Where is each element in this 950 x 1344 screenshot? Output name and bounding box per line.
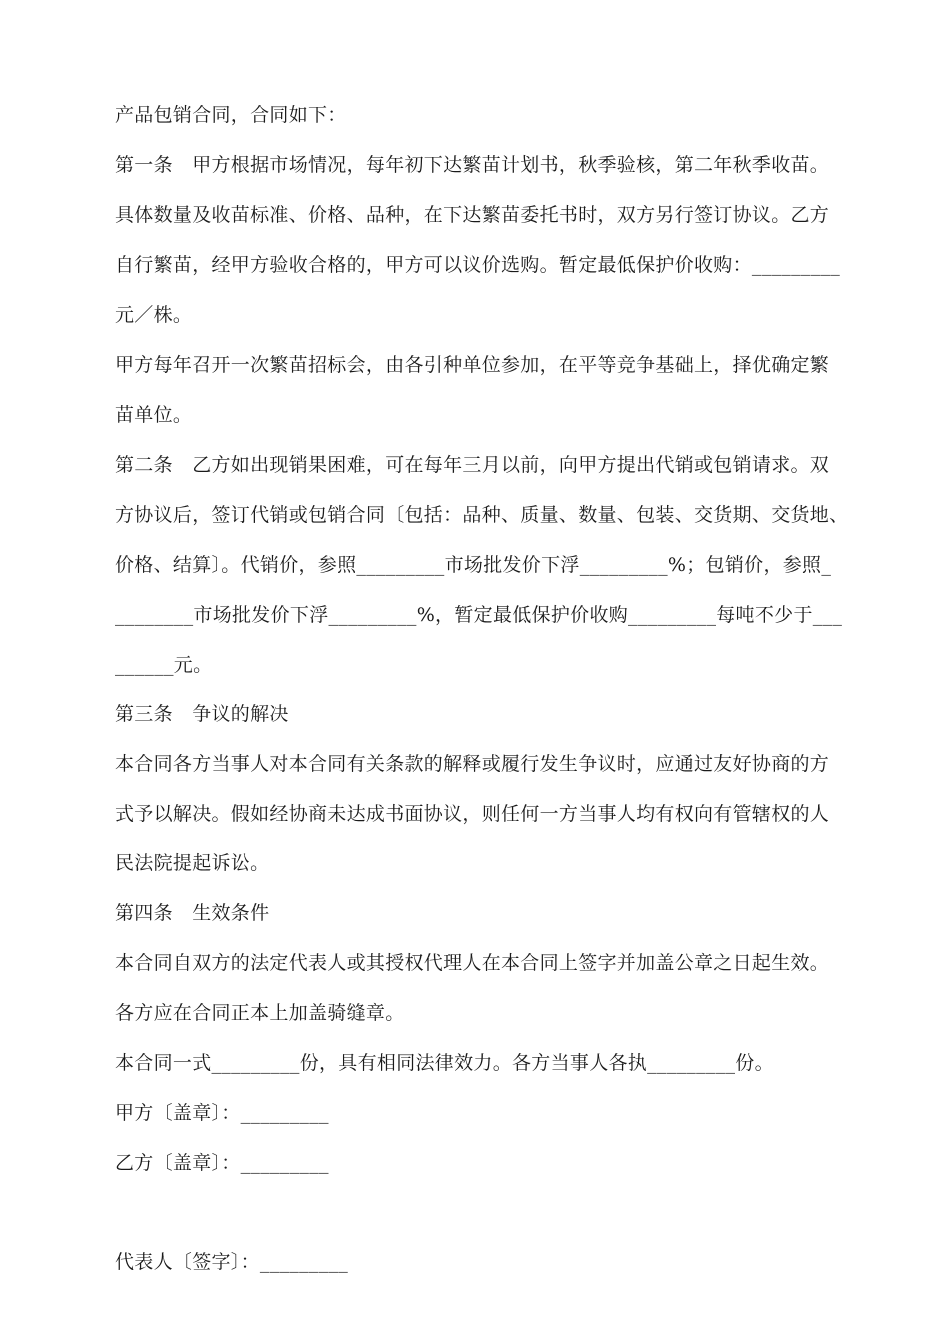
- article-3-line-3: 民法院提起诉讼。: [115, 852, 270, 874]
- contract-intro-line: 产品包销合同，合同如下：: [115, 104, 347, 126]
- article-1-line-2: 具体数量及收苗标准、价格、品种，在下达繁苗委托书时，双方另行签订协议。乙方: [115, 204, 830, 226]
- party-a-seal-line: 甲方〔盖章〕：_________: [115, 1102, 329, 1124]
- article-3-line-2: 式予以解决。假如经协商未达成书面协议，则任何一方当事人均有权向有管辖权的人: [115, 803, 830, 825]
- article-1-line-4: 元／株。: [115, 304, 193, 326]
- article-2-line-2: 方协议后，签订代销或包销合同〔包括：品种、质量、数量、包装、交货期、交货地、: [115, 504, 849, 526]
- article-4-line-1: 本合同自双方的法定代表人或其授权代理人在本合同上签字并加盖公章之日起生效。: [115, 952, 830, 974]
- article-2-line-3: 价格、结算〕。代销价，参照_________市场批发价下浮_________%；包销价，参照_: [115, 554, 832, 576]
- tender-paragraph-line-1: 甲方每年召开一次繁苗招标会，由各引种单位参加，在平等竞争基础上，择优确定繁: [115, 354, 830, 376]
- tender-paragraph-line-2: 苗单位。: [115, 404, 193, 426]
- article-1-line-3: 自行繁苗，经甲方验收合格的，甲方可以议价选购。暂定最低保护价收购：_________: [115, 254, 841, 276]
- article-4-heading: 第四条 生效条件: [115, 902, 270, 924]
- article-4-line-2: 各方应在合同正本上加盖骑缝章。: [115, 1002, 405, 1024]
- article-2-line-1: 第二条 乙方如出现销果困难，可在每年三月以前，向甲方提出代销或包销请求。双: [115, 454, 830, 476]
- party-b-seal-line: 乙方〔盖章〕：_________: [115, 1152, 329, 1174]
- representative-signature-line: 代表人〔签字〕：_________: [115, 1251, 349, 1273]
- article-2-line-5: ______元。: [115, 654, 213, 676]
- article-3-heading: 第三条 争议的解决: [115, 703, 289, 725]
- article-1-line-1: 第一条 甲方根据市场情况，每年初下达繁苗计划书，秋季验核，第二年秋季收苗。: [115, 154, 830, 176]
- copies-line: 本合同一式_________份，具有相同法律效力。各方当事人各执_________份。: [115, 1052, 774, 1074]
- article-2-line-4: ________市场批发价下浮_________%，暂定最低保护价收购_________每吨不少于___: [115, 604, 843, 626]
- article-3-line-1: 本合同各方当事人对本合同有关条款的解释或履行发生争议时，应通过友好协商的方: [115, 753, 830, 775]
